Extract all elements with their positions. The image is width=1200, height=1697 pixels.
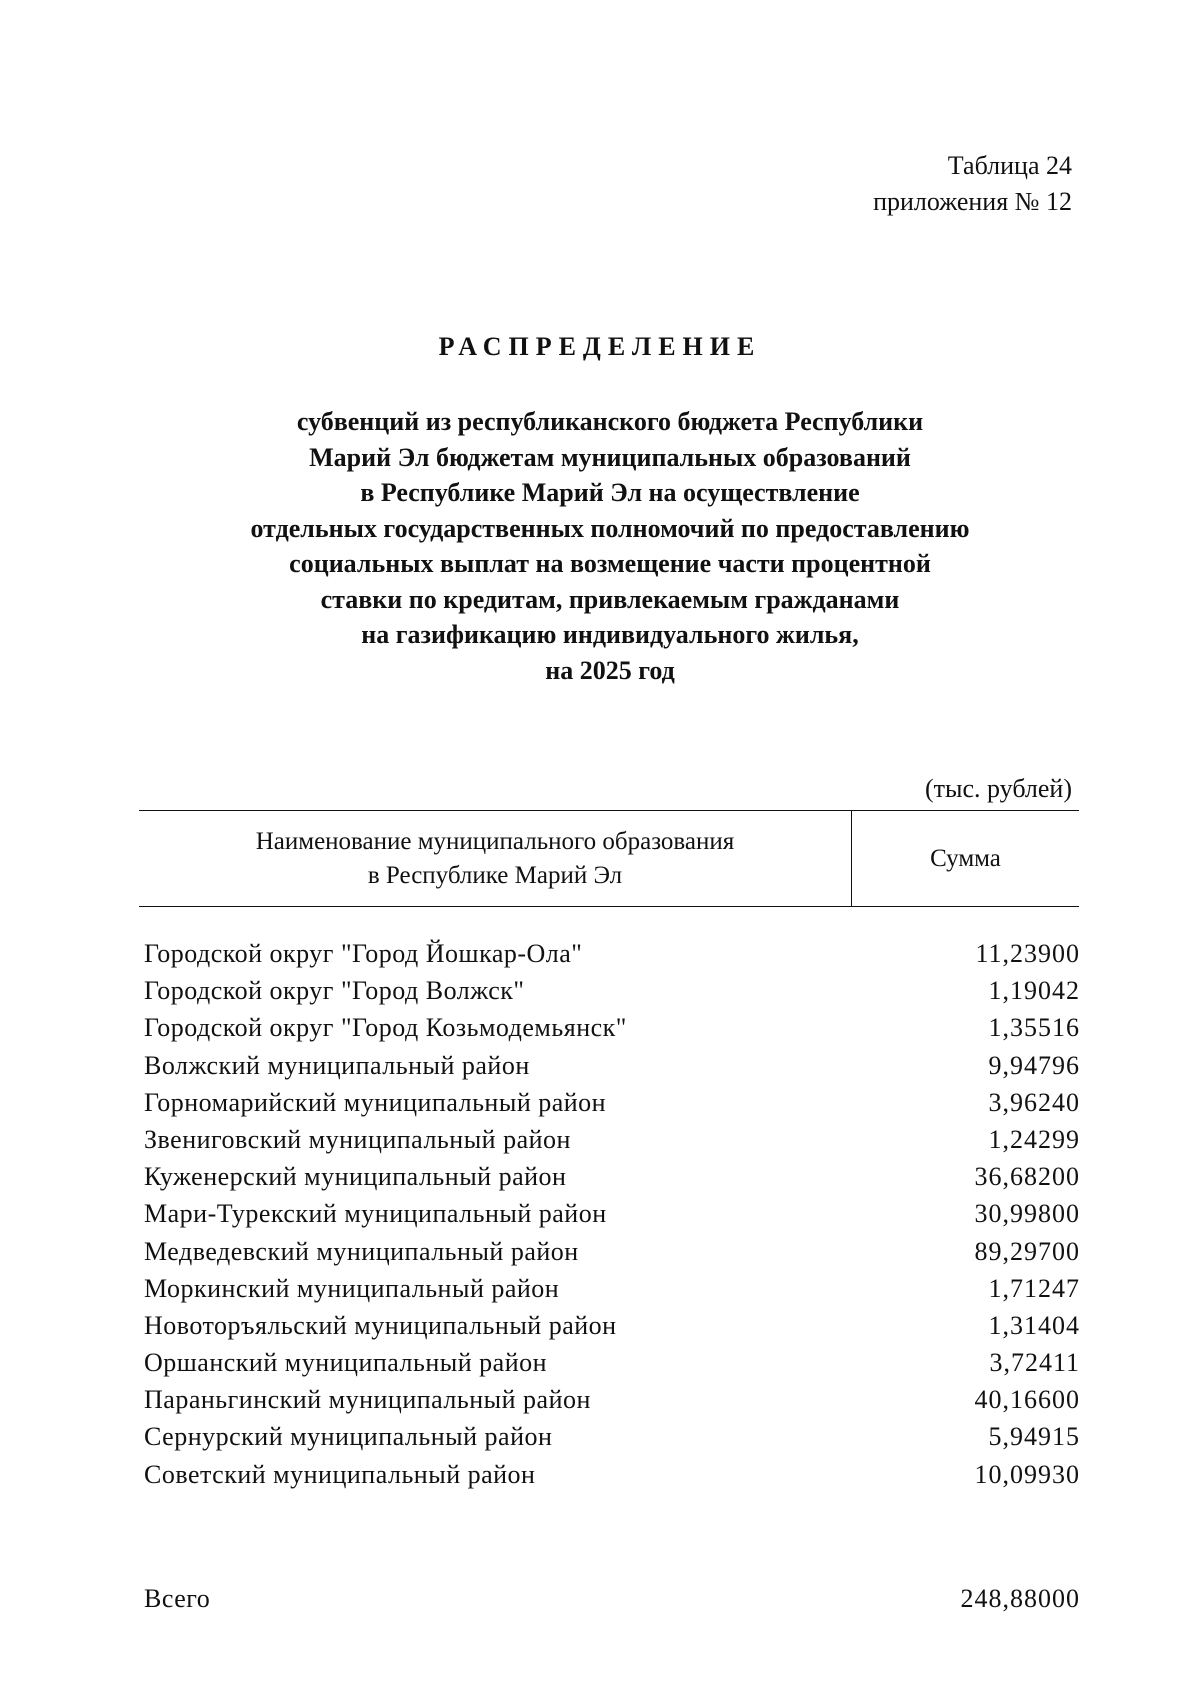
table-row (144, 1121, 1080, 1158)
table-row (144, 1270, 1080, 1307)
amount-value: 10,09930 (974, 1459, 1080, 1489)
subtitle-line: ставки по кредитам, привлекаемым гражданами (320, 584, 900, 614)
amount-value: 1,31404 (988, 1310, 1080, 1340)
municipality-name: Медведевский муниципальный район (144, 1236, 579, 1266)
table-reference (873, 148, 1072, 220)
subtitle-line: социальных выплат на возмещение части процентной (289, 549, 931, 578)
amount-value: 3,72411 (989, 1348, 1080, 1378)
municipality-name: Волжский муниципальный район (144, 1050, 530, 1080)
amount-value: 5,94915 (988, 1422, 1080, 1452)
amount-value: 1,24299 (988, 1124, 1080, 1154)
document-subtitle (150, 404, 1070, 688)
table-row (144, 1307, 1080, 1344)
units-label: (тыс. рублей) (924, 774, 1072, 803)
municipality-name: Мари-Турекский муниципальный район (144, 1199, 607, 1229)
table-row (144, 1009, 1080, 1046)
municipality-name: Параньгинский муниципальный район (144, 1385, 591, 1415)
amount-value: 36,68200 (974, 1162, 1080, 1192)
subtitle-line: субвенций из республиканского бюджета Республики (296, 407, 924, 436)
amount-value: 1,71247 (988, 1273, 1080, 1303)
document-heading: РАСПРЕДЕЛЕНИЕ (438, 332, 762, 361)
table-row (144, 1047, 1080, 1084)
municipality-name: Моркинский муниципальный район (144, 1273, 560, 1303)
municipality-name: Советский муниципальный район (144, 1459, 536, 1489)
table-row (144, 1456, 1080, 1493)
column-header-name-line1: Наименование муниципального образования (255, 827, 735, 855)
municipality-name: Звениговский муниципальный район (144, 1124, 571, 1154)
table-header (139, 810, 1079, 907)
column-header-name-line2: в Республике Марий Эл (367, 861, 623, 889)
amount-value: 89,29700 (974, 1236, 1080, 1266)
table-total-row (144, 1581, 1080, 1617)
total-value: 248,88000 (960, 1584, 1080, 1613)
table-row (144, 935, 1080, 972)
amount-value: 11,23900 (975, 939, 1080, 968)
column-header-name (139, 811, 852, 906)
amount-value: 1,35516 (988, 1013, 1080, 1043)
subtitle-line: Марий Эл бюджетам муниципальных образований (309, 442, 911, 472)
table-row (144, 1381, 1080, 1418)
amount-value: 30,99800 (974, 1199, 1080, 1229)
amount-value: 3,96240 (988, 1087, 1080, 1117)
table-number: Таблица 24 (947, 151, 1072, 180)
amount-value: 9,94796 (988, 1050, 1080, 1080)
total-label: Всего (144, 1584, 211, 1613)
table-row (144, 1084, 1080, 1121)
subtitle-line: в Республике Марий Эл на осуществление (360, 478, 860, 507)
table-row (144, 1195, 1080, 1232)
table-row (144, 1344, 1080, 1381)
subtitle-line: отдельных государственных полномочий по предоставлению (250, 513, 970, 543)
subtitle-line: на газификацию индивидуального жилья, (361, 620, 859, 649)
table-row (144, 1233, 1080, 1270)
municipality-name: Сернурский муниципальный район (144, 1422, 553, 1452)
table-row (144, 1158, 1080, 1195)
table-body (144, 935, 1080, 1493)
table-row (144, 1418, 1080, 1455)
municipality-name: Городской округ "Город Йошкар-Ола" (144, 939, 583, 968)
amount-value: 1,19042 (988, 976, 1080, 1006)
municipality-name: Куженерский муниципальный район (144, 1162, 567, 1192)
municipality-name: Новоторъяльский муниципальный район (144, 1310, 617, 1340)
amount-value: 40,16600 (974, 1385, 1080, 1415)
column-header-sum: Сумма (930, 844, 1001, 872)
municipality-name: Городской округ "Город Козьмодемьянск" (144, 1013, 627, 1043)
table-row (144, 972, 1080, 1009)
municipality-name: Городской округ "Город Волжск" (144, 976, 525, 1006)
subtitle-line: на 2025 год (545, 655, 675, 685)
municipality-name: Оршанский муниципальный район (144, 1348, 548, 1378)
appendix-number: приложения № 12 (873, 187, 1072, 216)
municipality-name: Горномарийский муниципальный район (144, 1087, 607, 1117)
